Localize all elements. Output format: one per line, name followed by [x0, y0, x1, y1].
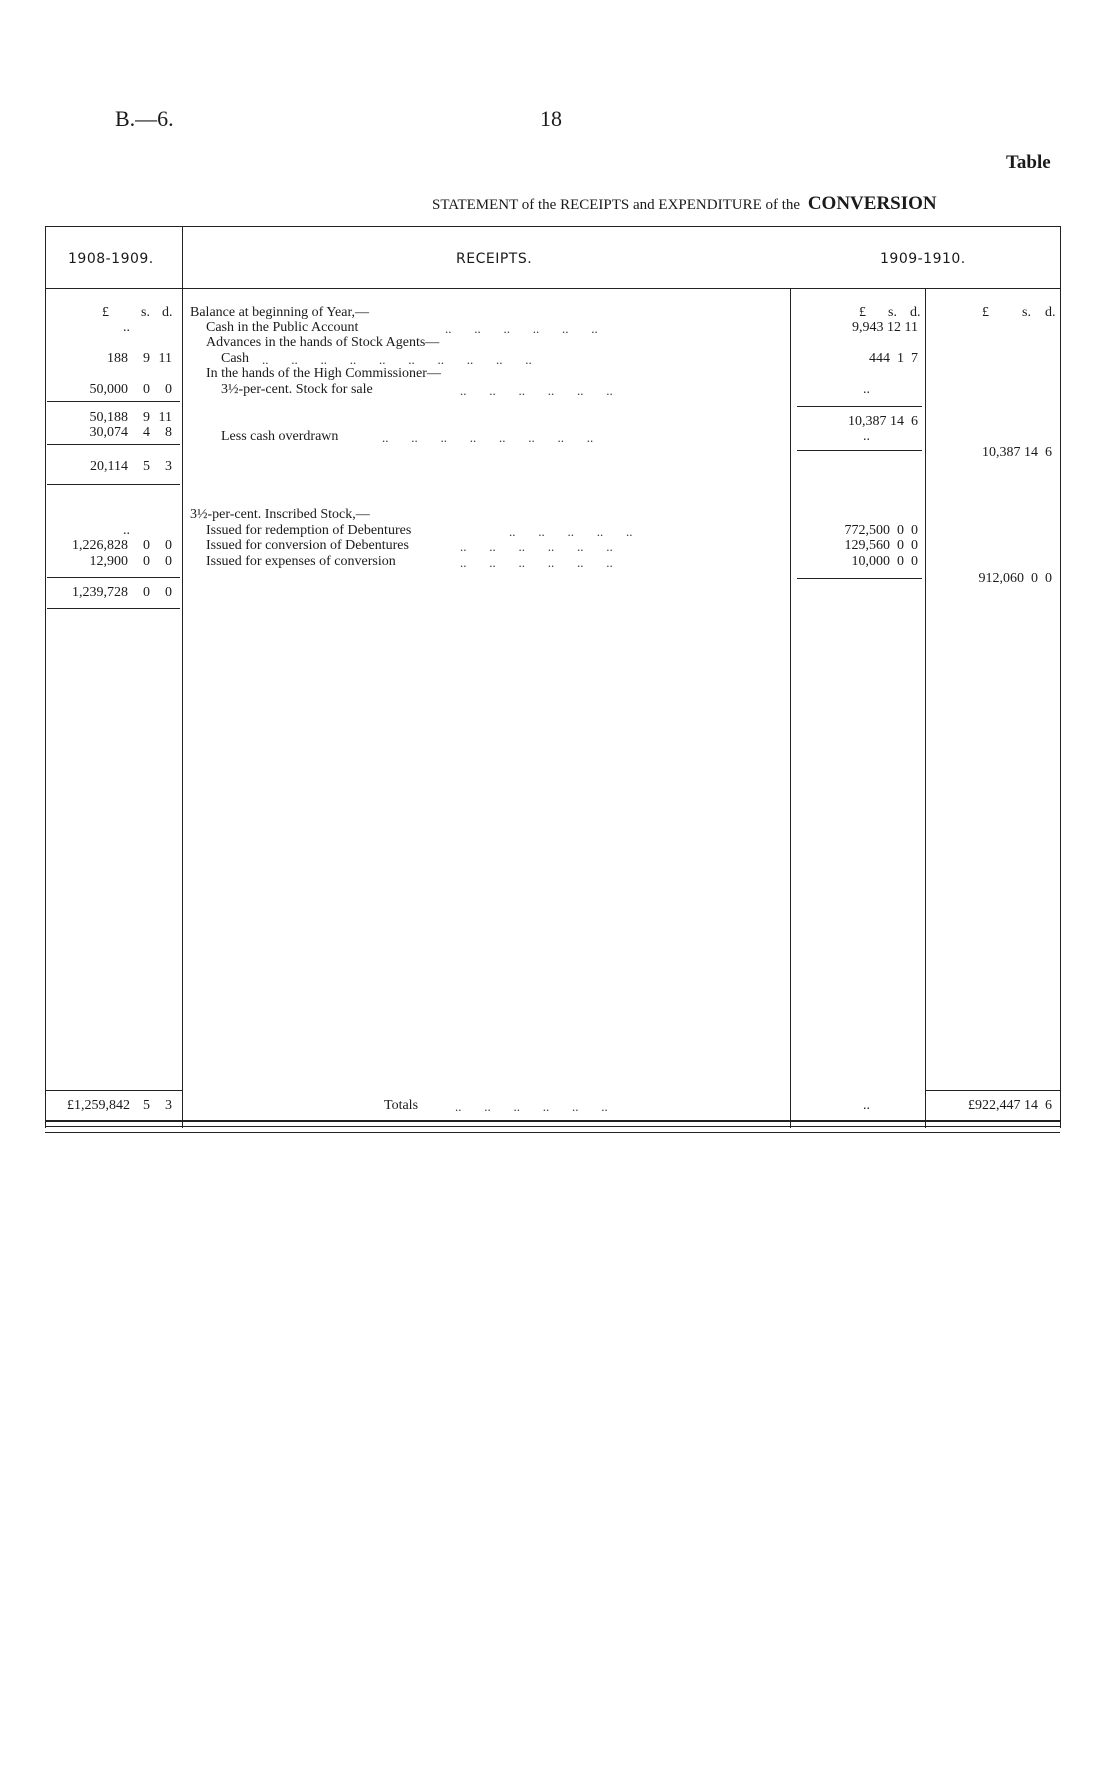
totals-prev-pence: 3 [165, 1098, 172, 1113]
conversion-prev-pence: 0 [165, 538, 172, 553]
stock-curr: .. [863, 382, 870, 397]
subtotal-rule-mid [797, 406, 922, 407]
conversion-curr: 129,560 0 0 [844, 538, 918, 553]
leader-dots: .. .. .. .. .. .. [460, 383, 613, 398]
redemption-curr: 772,500 0 0 [844, 523, 918, 538]
stock-total: 912,060 0 0 [978, 571, 1052, 586]
totals-curr: .. [863, 1098, 870, 1113]
subtotal-curr: 10,387 14 6 [848, 414, 918, 429]
leader-dots: .. .. .. .. .. .. .. .. [382, 430, 594, 445]
totals-grand-total: £922,447 14 6 [968, 1098, 1052, 1113]
lsd-d-mid: d. [910, 305, 921, 320]
expenses-curr: 10,000 0 0 [851, 554, 918, 569]
less-cash-overdrawn-label: Less cash overdrawn [221, 429, 339, 444]
header-bottom-rule [45, 288, 1060, 289]
net-prev-shillings: 5 [143, 459, 150, 474]
less-curr: .. [863, 429, 870, 444]
stock-for-sale-label: 3½-per-cent. Stock for sale [221, 382, 373, 397]
stock-subtotal-prev-pounds: 1,239,728 [72, 585, 128, 600]
cash-prev-pounds: 188 [107, 351, 128, 366]
stock-subtotal-prev-shillings: 0 [143, 585, 150, 600]
expenses-prev-pence: 0 [165, 554, 172, 569]
col-heading-1908-1909: 1908-1909. [68, 251, 154, 267]
leader-dots: .. .. .. .. .. .. [455, 1099, 608, 1114]
statement-title-bold: CONVERSION [807, 193, 937, 214]
stock-under-rule-left [47, 608, 180, 609]
table-bottom-rule [45, 1132, 1060, 1133]
col-rule-right [1060, 226, 1061, 1128]
statement-title [432, 193, 937, 215]
net-under-rule-left [47, 484, 180, 485]
inscribed-stock-heading: 3½-per-cent. Inscribed Stock,— [190, 507, 370, 522]
totals-top-rule-right [925, 1090, 1060, 1091]
cash-prev-pence: 11 [158, 351, 172, 366]
net-prev-pence: 3 [165, 459, 172, 474]
cash-prev-shillings: 9 [143, 351, 150, 366]
lsd-pound-mid: £ [859, 305, 866, 320]
lsd-s-left: s. [141, 305, 150, 320]
totals-label: Totals [384, 1098, 419, 1113]
totals-prev-shillings: 5 [143, 1098, 150, 1113]
lsd-d-right: d. [1045, 305, 1056, 320]
stock-rule-mid [797, 578, 922, 579]
expenses-prev-shillings: 0 [143, 554, 150, 569]
redemption-prev: .. [123, 523, 130, 538]
col-rule-2 [790, 288, 791, 1128]
totals-top-rule-left [45, 1090, 182, 1091]
advances-label: Advances in the hands of Stock Agents— [206, 335, 440, 350]
stock-prev-pounds: 50,000 [89, 382, 128, 397]
table-label: Table [1006, 152, 1051, 173]
net-rule-left [47, 444, 180, 445]
conversion-prev-pounds: 1,226,828 [72, 538, 128, 553]
stock-prev-shillings: 0 [143, 382, 150, 397]
lsd-s-mid: s. [888, 305, 897, 320]
cash-public-curr: 9,943 12 11 [852, 320, 918, 335]
less-prev-shillings: 4 [143, 425, 150, 440]
cash-label: Cash [221, 351, 249, 366]
stock-rule-left [47, 577, 180, 578]
leader-dots: .. .. .. .. .. .. [460, 555, 613, 570]
page-reference: B.—6. [115, 106, 174, 131]
totals-double-rule-2 [45, 1126, 1060, 1127]
totals-double-rule-1 [45, 1120, 1060, 1122]
lsd-pound-left: £ [102, 305, 109, 320]
col-rule-1 [182, 226, 183, 1128]
expenses-prev-pounds: 12,900 [89, 554, 128, 569]
subtotal-rule-left [47, 401, 180, 402]
leader-dots: .. .. .. .. .. .. [445, 321, 598, 336]
lsd-s-right: s. [1022, 305, 1031, 320]
high-commissioner-label: In the hands of the High Commissioner— [206, 366, 441, 381]
leader-dots: .. .. .. .. .. .. .. .. .. .. [262, 352, 532, 367]
statement-title-prefix: STATEMENT of the RECEIPTS and EXPENDITURE of the [432, 197, 801, 213]
redemption-label: Issued for redemption of Debentures [206, 523, 412, 538]
cash-public-label: Cash in the Public Account [206, 320, 359, 335]
balance-heading: Balance at beginning of Year,— [190, 305, 370, 320]
less-prev-pounds: 30,074 [89, 425, 128, 440]
stock-subtotal-prev-pence: 0 [165, 585, 172, 600]
subtotal-prev-shillings: 9 [143, 410, 150, 425]
totals-prev-pounds: £1,259,842 [67, 1098, 130, 1113]
leader-dots: .. .. .. .. .. .. [460, 539, 613, 554]
lsd-d-left: d. [162, 305, 173, 320]
lsd-pound-right: £ [982, 305, 989, 320]
table-top-rule [45, 226, 1060, 227]
conversion-prev-shillings: 0 [143, 538, 150, 553]
stock-prev-pence: 0 [165, 382, 172, 397]
subtotal-prev-pounds: 50,188 [89, 410, 128, 425]
cash-curr: 444 1 7 [869, 351, 918, 366]
col-rule-left [45, 226, 46, 1128]
cash-public-prev: .. [123, 320, 130, 335]
less-prev-pence: 8 [165, 425, 172, 440]
col-heading-1909-1910: 1909-1910. [880, 251, 966, 267]
net-rule-mid [797, 450, 922, 451]
col-rule-3 [925, 288, 926, 1128]
page-number: 18 [540, 106, 562, 131]
col-heading-receipts: RECEIPTS. [456, 251, 533, 267]
expenses-label: Issued for expenses of conversion [206, 554, 396, 569]
conversion-label: Issued for conversion of Debentures [206, 538, 409, 553]
subtotal-prev-pence: 11 [158, 410, 172, 425]
net-prev-pounds: 20,114 [90, 459, 128, 474]
net-total: 10,387 14 6 [982, 445, 1052, 460]
leader-dots: .. .. .. .. .. [509, 524, 633, 539]
